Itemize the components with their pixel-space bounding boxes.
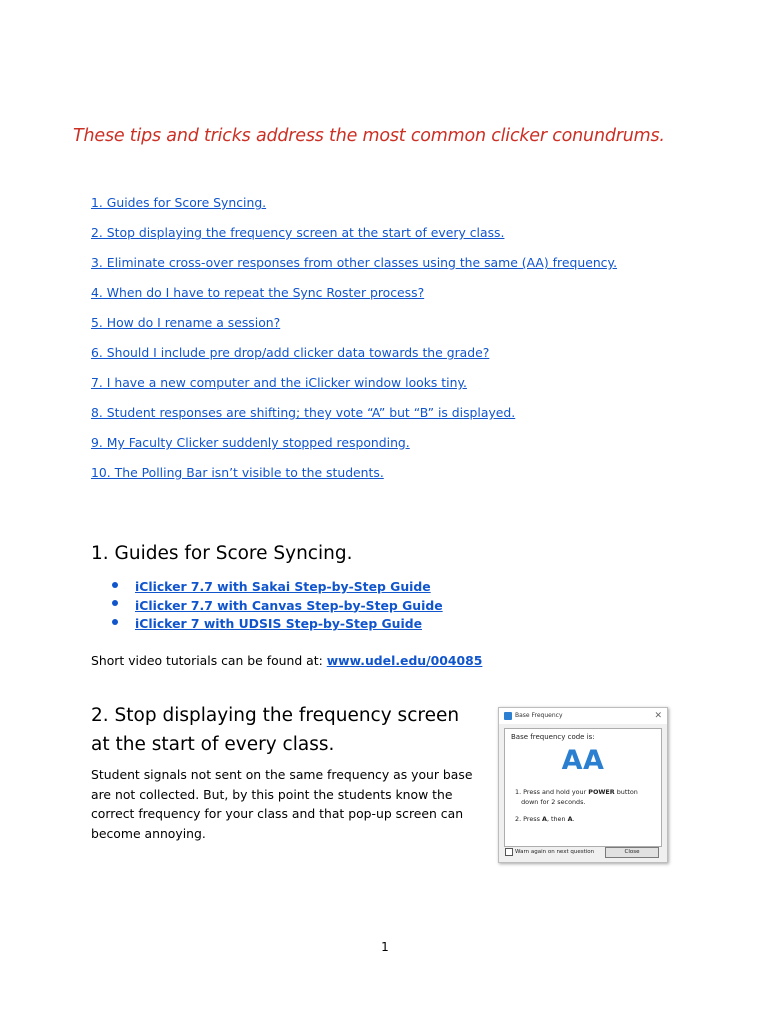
guide-link-sakai[interactable]: iClicker 7.7 with Sakai Step-by-Step Guide [135, 579, 431, 594]
body-line: Student signals not sent on the same frequency as your base [91, 767, 473, 782]
iclicker-app-icon [504, 712, 512, 720]
bullet-icon [112, 600, 118, 606]
step-key: A [567, 815, 573, 823]
frequency-label: Base frequency code is: [511, 733, 595, 741]
warn-again-checkbox[interactable] [505, 848, 513, 856]
toc-link-4[interactable]: 4. When do I have to repeat the Sync Roster process? [91, 285, 425, 300]
section2-heading-line2: at the start of every class. [91, 734, 335, 755]
toc-item [91, 372, 617, 402]
instruction-step-1 [515, 788, 638, 807]
bullet-icon [112, 582, 118, 588]
list-item [112, 595, 443, 614]
section1-heading: 1. Guides for Score Syncing. [91, 543, 353, 564]
tagline: These tips and tricks address the most common clicker conundrums. [73, 126, 665, 146]
list-item [112, 613, 443, 632]
toc-link-1[interactable]: 1. Guides for Score Syncing. [91, 195, 267, 210]
step-key: POWER [588, 788, 615, 796]
toc-item [91, 192, 617, 222]
guide-link-udsis[interactable]: iClicker 7 with UDSIS Step-by-Step Guide [135, 616, 423, 631]
close-icon[interactable]: ✕ [654, 711, 662, 721]
guide-link-canvas[interactable]: iClicker 7.7 with Canvas Step-by-Step Guide [135, 597, 443, 613]
video-tutorials-link[interactable]: www.udel.edu/004085 [326, 653, 483, 668]
body-line: become annoying. [91, 825, 206, 841]
dialog-panel [504, 728, 662, 847]
step-text: 2. Press [515, 815, 542, 823]
toc-item [91, 462, 617, 492]
close-button[interactable]: Close [605, 847, 659, 858]
instruction-step-2 [515, 815, 575, 823]
toc-item [91, 432, 617, 462]
toc-link-2[interactable]: 2. Stop displaying the frequency screen at the start of every class. [91, 225, 505, 240]
toc-item [91, 282, 617, 312]
step-text: 1. Press and hold your [515, 788, 589, 796]
bullet-icon [112, 619, 118, 625]
toc-item [91, 222, 617, 252]
step-text: , then [546, 815, 568, 823]
dialog-footer [504, 847, 660, 858]
toc-item [91, 342, 617, 372]
toc-item [91, 252, 617, 282]
toc-link-6[interactable]: 6. Should I include pre drop/add clicker data towards the grade? [91, 345, 490, 360]
video-tutorials-text [91, 651, 482, 671]
dialog-title: Base Frequency [515, 712, 563, 719]
body-line: are not collected. But, by this point the students know the [91, 786, 453, 802]
step-key: A [541, 815, 547, 823]
table-of-contents [91, 192, 617, 492]
base-frequency-dialog [498, 707, 668, 863]
step-text: button [614, 788, 638, 796]
toc-item [91, 402, 617, 432]
list-item [112, 576, 443, 595]
dialog-titlebar [499, 708, 667, 724]
toc-link-8[interactable]: 8. Student responses are shifting; they vote “A” but “B” is displayed. [91, 405, 516, 420]
section2-heading-line1: 2. Stop displaying the frequency screen [91, 705, 460, 726]
guide-list [112, 576, 443, 632]
frequency-code: AA [561, 745, 605, 776]
step-text: . [572, 815, 575, 823]
section2-heading [91, 701, 459, 759]
page-number: 1 [381, 940, 389, 954]
section2-body [91, 765, 472, 843]
toc-link-10[interactable]: 10. The Polling Bar isn’t visible to the students. [91, 465, 384, 480]
warn-again-label: Warn again on next question [515, 849, 595, 855]
toc-link-3[interactable]: 3. Eliminate cross-over responses from other classes using the same (AA) frequency. [91, 255, 618, 270]
toc-link-5[interactable]: 5. How do I rename a session? [91, 315, 281, 330]
toc-link-9[interactable]: 9. My Faculty Clicker suddenly stopped responding. [91, 435, 410, 450]
toc-link-7[interactable]: 7. I have a new computer and the iClicker window looks tiny. [91, 375, 467, 390]
toc-item [91, 312, 617, 342]
video-tutorials-label: Short video tutorials can be found at: [91, 653, 327, 668]
body-line: correct frequency for your class and that pop-up screen can [91, 806, 464, 821]
step-text: down for 2 seconds. [521, 797, 586, 806]
